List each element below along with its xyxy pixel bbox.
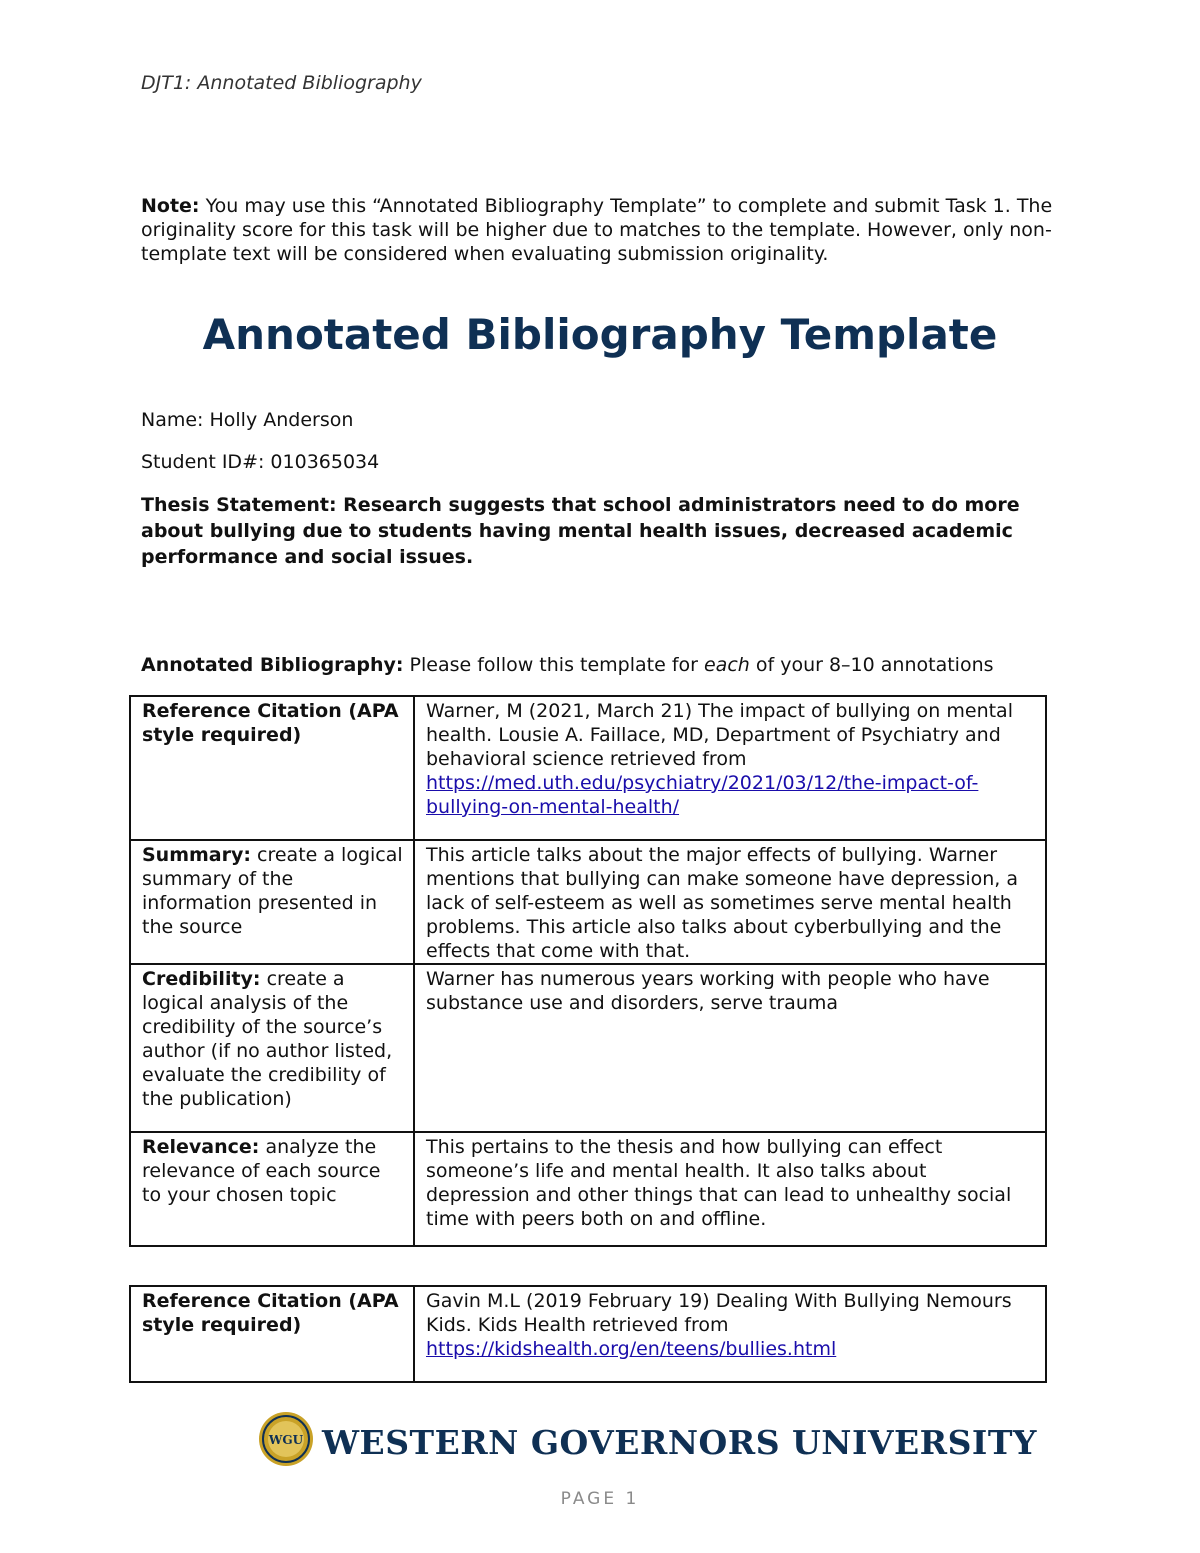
summary-label-cell: [130, 840, 414, 964]
annotation-table-2: [129, 1285, 1047, 1383]
reference-label-cell: [130, 696, 414, 840]
table-row-reference: [130, 1286, 1046, 1382]
student-id: Student ID#: 010365034: [141, 451, 380, 473]
reference-label-cell: [130, 1286, 414, 1382]
instructions-label: Annotated Bibliography:: [141, 654, 404, 676]
credibility-label: Credibility:: [142, 968, 261, 990]
summary-hint: create a logical summary of the information presented in the source: [142, 844, 403, 938]
summary-text: This article talks about the major effects of bullying. Warner mentions that bullying can make someone have depression, a lack of self-esteem as well as sometimes serve mental health problems. This article also talks about cyberbullying and the effects that come with that.: [426, 844, 1019, 962]
instructions-before: Please follow this template for: [403, 654, 704, 676]
credibility-text: Warner has numerous years working with people who have substance use and disorders, serve trauma: [426, 968, 990, 1014]
relevance-text: This pertains to the thesis and how bullying can effect someone’s life and mental health. It also talks about depression and other things that can lead to unhealthy social time with peers both on and offline.: [426, 1136, 1012, 1230]
instructions-after: of your 8–10 annotations: [749, 654, 994, 676]
reference-label: Reference Citation (APA style required): [142, 1290, 399, 1336]
summary-label: Summary:: [142, 844, 251, 866]
reference-link[interactable]: https://med.uth.edu/psychiatry/2021/03/12/the-impact-of-bullying-on-mental-health/: [426, 772, 979, 818]
university-seal-icon: [258, 1411, 314, 1467]
summary-content-cell: [414, 840, 1046, 964]
reference-text: Warner, M (2021, March 21) The impact of bullying on mental health. Lousie A. Faillace, MD, Department of Psychiatry and behavioral science retrieved from: [426, 700, 1013, 770]
instructions-emphasis: each: [703, 654, 750, 676]
seal-letters: WGU: [268, 1433, 304, 1447]
credibility-hint: create a logical analysis of the credibility of the source’s author (if no author listed, evaluate the credibility of the publication): [142, 968, 393, 1110]
annotation-table-1: [129, 695, 1047, 1247]
relevance-label-cell: [130, 1132, 414, 1246]
reference-text: Gavin M.L (2019 February 19) Dealing With Bullying Nemours Kids. Kids Health retrieved from: [426, 1290, 1012, 1336]
student-name: Name: Holly Anderson: [141, 409, 354, 431]
note-label: Note:: [141, 195, 200, 217]
document-title: Annotated Bibliography Template: [202, 310, 998, 359]
credibility-label-cell: [130, 964, 414, 1132]
relevance-content-cell: [414, 1132, 1046, 1246]
table-row-credibility: [130, 964, 1046, 1132]
reference-label: Reference Citation (APA style required): [142, 700, 399, 746]
note-text: You may use this “Annotated Bibliography Template” to complete and submit Task 1. The originality score for this task will be higher due to matches to the template. However, only non-template text will be considered when evaluating submission originality.: [141, 195, 1053, 265]
page-header: DJT1: Annotated Bibliography: [141, 72, 422, 94]
thesis-statement: Thesis Statement: Research suggests that school administrators need to do more about bullying due to students having mental health issues, decreased academic performance and social issues.: [141, 494, 1020, 568]
table-row-relevance: [130, 1132, 1046, 1246]
credibility-content-cell: [414, 964, 1046, 1132]
table-row-summary: [130, 840, 1046, 964]
reference-content-cell: [414, 696, 1046, 840]
template-note: [141, 194, 1071, 266]
reference-content-cell: [414, 1286, 1046, 1382]
wordmark: WESTERN GOVERNORS UNIVERSITY: [322, 1423, 1037, 1462]
wgu-logo: [258, 1411, 1037, 1471]
relevance-label: Relevance:: [142, 1136, 260, 1158]
bibliography-instructions: [141, 654, 994, 676]
table-row-reference: [130, 696, 1046, 840]
reference-link[interactable]: https://kidshealth.org/en/teens/bullies.html: [426, 1338, 837, 1360]
page-number: PAGE 1: [560, 1489, 640, 1509]
relevance-hint: analyze the relevance of each source to your chosen topic: [142, 1136, 381, 1206]
